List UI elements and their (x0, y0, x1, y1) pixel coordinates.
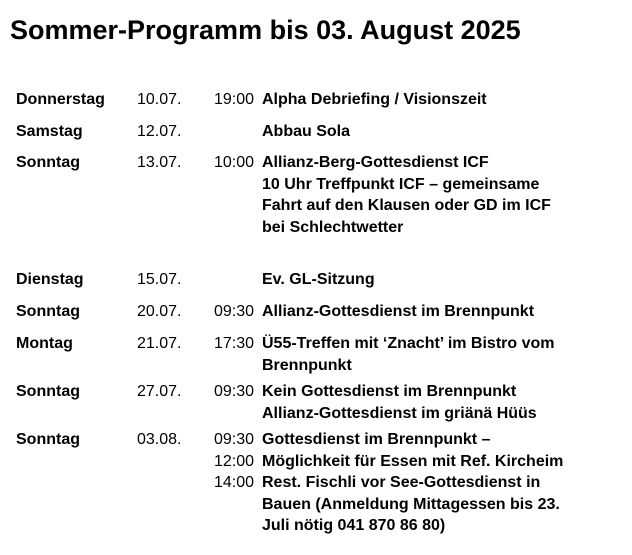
entry-time: 09:30 (213, 431, 254, 448)
event-line: Allianz-Berg-Gottesdienst ICF (262, 154, 489, 171)
event-line: Rest. Fischli vor See-Gottesdienst in (262, 474, 541, 491)
entry-times (204, 301, 254, 323)
event-line: Gottesdienst im Brennpunkt – (262, 431, 491, 448)
entry-times (204, 152, 254, 174)
entry-day: Sonntag (16, 303, 80, 320)
event-line: 10 Uhr Treffpunkt ICF – gemeinsame (262, 175, 540, 193)
entry-time: 17:30 (213, 335, 254, 352)
entry-date: 13.07. (137, 154, 182, 171)
page-title: Sommer-Programm bis 03. August 2025 (10, 15, 521, 45)
event-line: Fahrt auf den Klausen oder GD im ICF (262, 197, 551, 214)
schedule-list (16, 0, 626, 555)
entry-day: Sonntag (16, 431, 80, 448)
entry-event (262, 429, 618, 537)
entry-event (262, 269, 618, 291)
entry-time: 14:00 (213, 474, 254, 491)
entry-event (262, 381, 618, 424)
event-line: Ev. GL-Sitzung (262, 271, 375, 288)
entry-date: 27.07. (137, 383, 182, 400)
entry-times (204, 381, 254, 403)
entry-day: Samstag (16, 123, 83, 140)
event-line: Abbau Sola (262, 123, 351, 140)
event-line: Allianz-Gottesdienst im Brennpunkt (262, 303, 535, 320)
event-line: Bauen (Anmeldung Mittagessen bis 23. (262, 495, 560, 513)
entry-date: 15.07. (137, 271, 182, 288)
event-line: Brennpunkt (262, 356, 352, 374)
entry-event (262, 89, 618, 111)
entry-event (262, 121, 618, 143)
event-line: Ü55-Treffen mit ‘Znacht’ im Bistro vom (262, 335, 555, 352)
entry-day: Montag (16, 335, 73, 352)
entry-day: Sonntag (16, 154, 80, 171)
event-line: Alpha Debriefing / Visionszeit (262, 91, 487, 108)
entry-date: 20.07. (137, 303, 182, 320)
entry-times (204, 89, 254, 111)
event-line: Kein Gottesdienst im Brennpunkt (262, 383, 517, 400)
entry-date: 21.07. (137, 335, 182, 352)
entry-day: Sonntag (16, 383, 80, 400)
entry-time: 09:30 (213, 303, 254, 320)
entry-date: 12.07. (137, 123, 182, 140)
event-line: bei Schlechtwetter (262, 218, 404, 236)
entry-time: 12:00 (213, 452, 254, 470)
entry-day: Dienstag (16, 271, 84, 288)
event-line: Allianz-Gottesdienst im griänä Hüüs (262, 404, 537, 422)
event-line: Juli nötig 041 870 86 80) (262, 517, 446, 534)
event-line: Möglichkeit für Essen mit Ref. Kircheim (262, 452, 564, 470)
entry-event (262, 301, 618, 323)
entry-time: 19:00 (213, 91, 254, 108)
entry-times (204, 333, 254, 355)
entry-date: 10.07. (137, 91, 182, 108)
entry-date: 03.08. (137, 431, 182, 448)
entry-event (262, 152, 618, 238)
entry-time: 10:00 (213, 154, 254, 171)
entry-time: 09:30 (213, 383, 254, 400)
entry-day: Donnerstag (16, 91, 105, 108)
entry-event (262, 333, 618, 376)
entry-times (204, 429, 254, 494)
